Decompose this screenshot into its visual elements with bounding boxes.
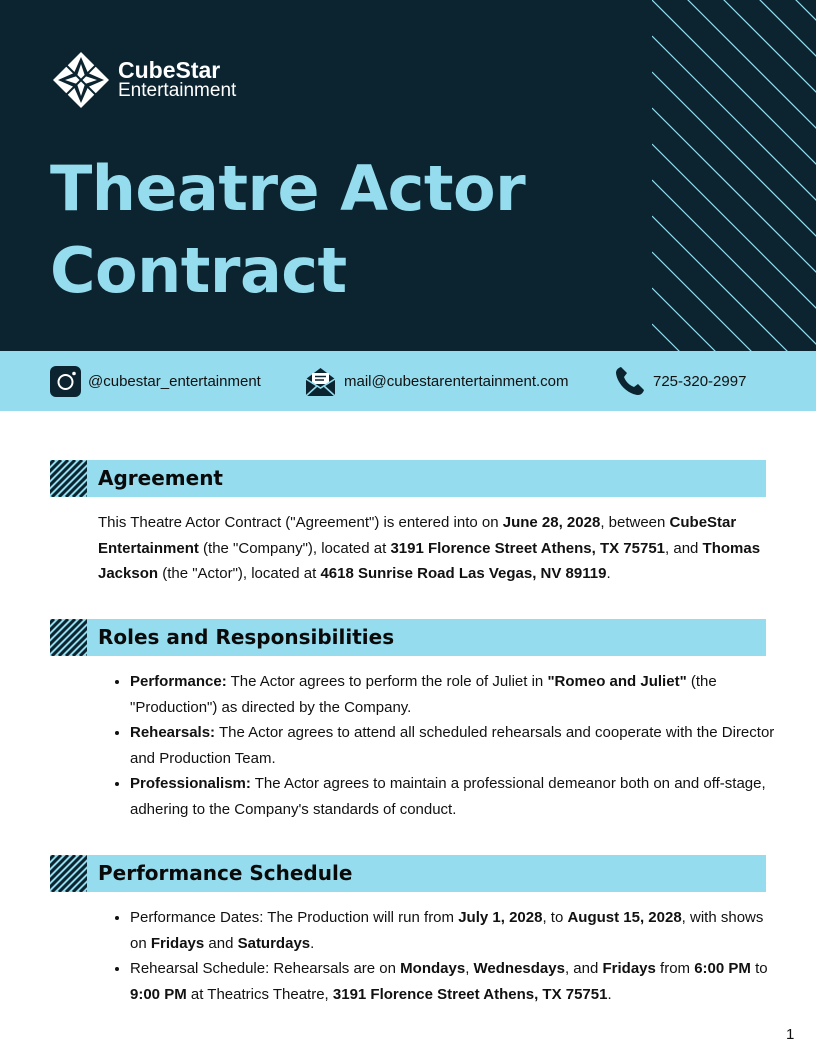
professionalism-label: Professionalism: <box>130 775 251 792</box>
diagonal-stripes-decoration <box>652 0 816 351</box>
agreement-text: (the "Company"), located at <box>198 539 391 557</box>
section-header-agreement <box>50 460 766 497</box>
show-day: Fridays <box>150 934 205 952</box>
actor-address: 4618 Sunrise Road Las Vegas, NV 89119 <box>320 565 607 582</box>
instagram-icon <box>50 366 81 397</box>
header-banner <box>0 0 816 351</box>
section-title-schedule: Performance Schedule <box>98 861 353 885</box>
schedule-text: to <box>750 960 768 977</box>
agreement-text: This Theatre Actor Contract ("Agreement") is entered into on <box>98 514 503 531</box>
schedule-text: from <box>655 960 695 977</box>
rehearsals-label: Rehearsals: <box>130 724 216 741</box>
schedule-text: , with shows on <box>130 909 764 952</box>
performance-text: (the "Production") as directed by the Company. <box>130 673 717 716</box>
agreement-text: . <box>606 565 611 582</box>
email-contact[interactable] <box>304 351 569 411</box>
schedule-text: Rehearsal Schedule: Rehearsals are on <box>130 960 401 977</box>
roles-list <box>108 669 780 822</box>
agreement-text: , and <box>665 539 703 557</box>
contact-bar <box>0 351 816 411</box>
schedule-text: , to <box>542 909 568 926</box>
rehearsals-text: The Actor agrees to attend all scheduled rehearsals and cooperate with the Director and Production Team. <box>130 724 775 767</box>
section-header-schedule <box>50 855 766 892</box>
schedule-text: , <box>465 960 474 977</box>
rehearsal-start-time: 6:00 PM <box>694 960 751 977</box>
agreement-paragraph <box>98 510 768 587</box>
end-date: August 15, 2028 <box>567 909 682 926</box>
hatch-decoration <box>50 460 87 497</box>
schedule-text: Performance Dates: The Production will run from <box>130 909 459 926</box>
performance-label: Performance: <box>130 673 227 690</box>
rehearsal-day: Wednesdays <box>473 960 565 977</box>
instagram-contact[interactable] <box>50 351 261 411</box>
list-item <box>130 771 780 822</box>
title-line-1: Theatre Actor <box>50 152 526 225</box>
company-name: CubeStar Entertainment <box>98 514 737 557</box>
title-line-2: Contract <box>50 234 347 307</box>
schedule-text: , and <box>564 960 603 977</box>
actor-name: Thomas Jackson <box>98 539 761 582</box>
mail-icon <box>304 366 337 397</box>
page-number: 1 <box>786 1026 795 1043</box>
professionalism-text: The Actor agrees to maintain a professional demeanor both on and off-stage, adhering to the Company's standards of conduct. <box>130 775 766 818</box>
list-item <box>130 669 780 720</box>
agreement-text: (the "Actor"), located at <box>158 565 321 582</box>
schedule-list <box>108 905 780 1007</box>
brand-subtitle: Entertainment <box>118 80 237 101</box>
schedule-text: and <box>204 934 238 952</box>
theatre-address: 3191 Florence Street Athens, TX 75751 <box>332 985 608 1003</box>
performance-text: The Actor agrees to perform the role of Juliet in <box>226 673 548 690</box>
section-header-roles <box>50 619 766 656</box>
show-day: Saturdays <box>237 934 311 952</box>
rehearsal-end-time: 9:00 PM <box>130 985 187 1003</box>
agreement-date: June 28, 2028 <box>502 514 601 531</box>
schedule-text: at Theatrics Theatre, <box>186 985 333 1003</box>
brand-name: CubeStar <box>118 57 221 83</box>
rehearsal-day: Fridays <box>602 960 656 977</box>
cube-star-logo-icon <box>52 51 110 109</box>
rehearsal-day: Mondays <box>400 960 466 977</box>
play-title: "Romeo and Juliet" <box>547 673 687 690</box>
phone-icon <box>614 365 646 397</box>
section-title-roles: Roles and Responsibilities <box>98 625 395 649</box>
list-item <box>130 956 780 1007</box>
instagram-handle[interactable]: @cubestar_entertainment <box>88 372 261 390</box>
list-item <box>130 905 780 956</box>
schedule-text: . <box>310 934 315 952</box>
hatch-decoration <box>50 619 87 656</box>
schedule-text: . <box>607 985 612 1003</box>
email-address[interactable]: mail@cubestarentertainment.com <box>344 372 569 390</box>
list-item <box>130 720 780 771</box>
document-title <box>50 148 630 312</box>
hatch-decoration <box>50 855 87 892</box>
section-title-agreement: Agreement <box>98 466 223 490</box>
start-date: July 1, 2028 <box>458 909 543 926</box>
company-address: 3191 Florence Street Athens, TX 75751 <box>390 539 666 557</box>
phone-contact[interactable] <box>614 351 746 411</box>
agreement-text: , between <box>600 514 670 531</box>
phone-number[interactable]: 725-320-2997 <box>653 372 747 390</box>
